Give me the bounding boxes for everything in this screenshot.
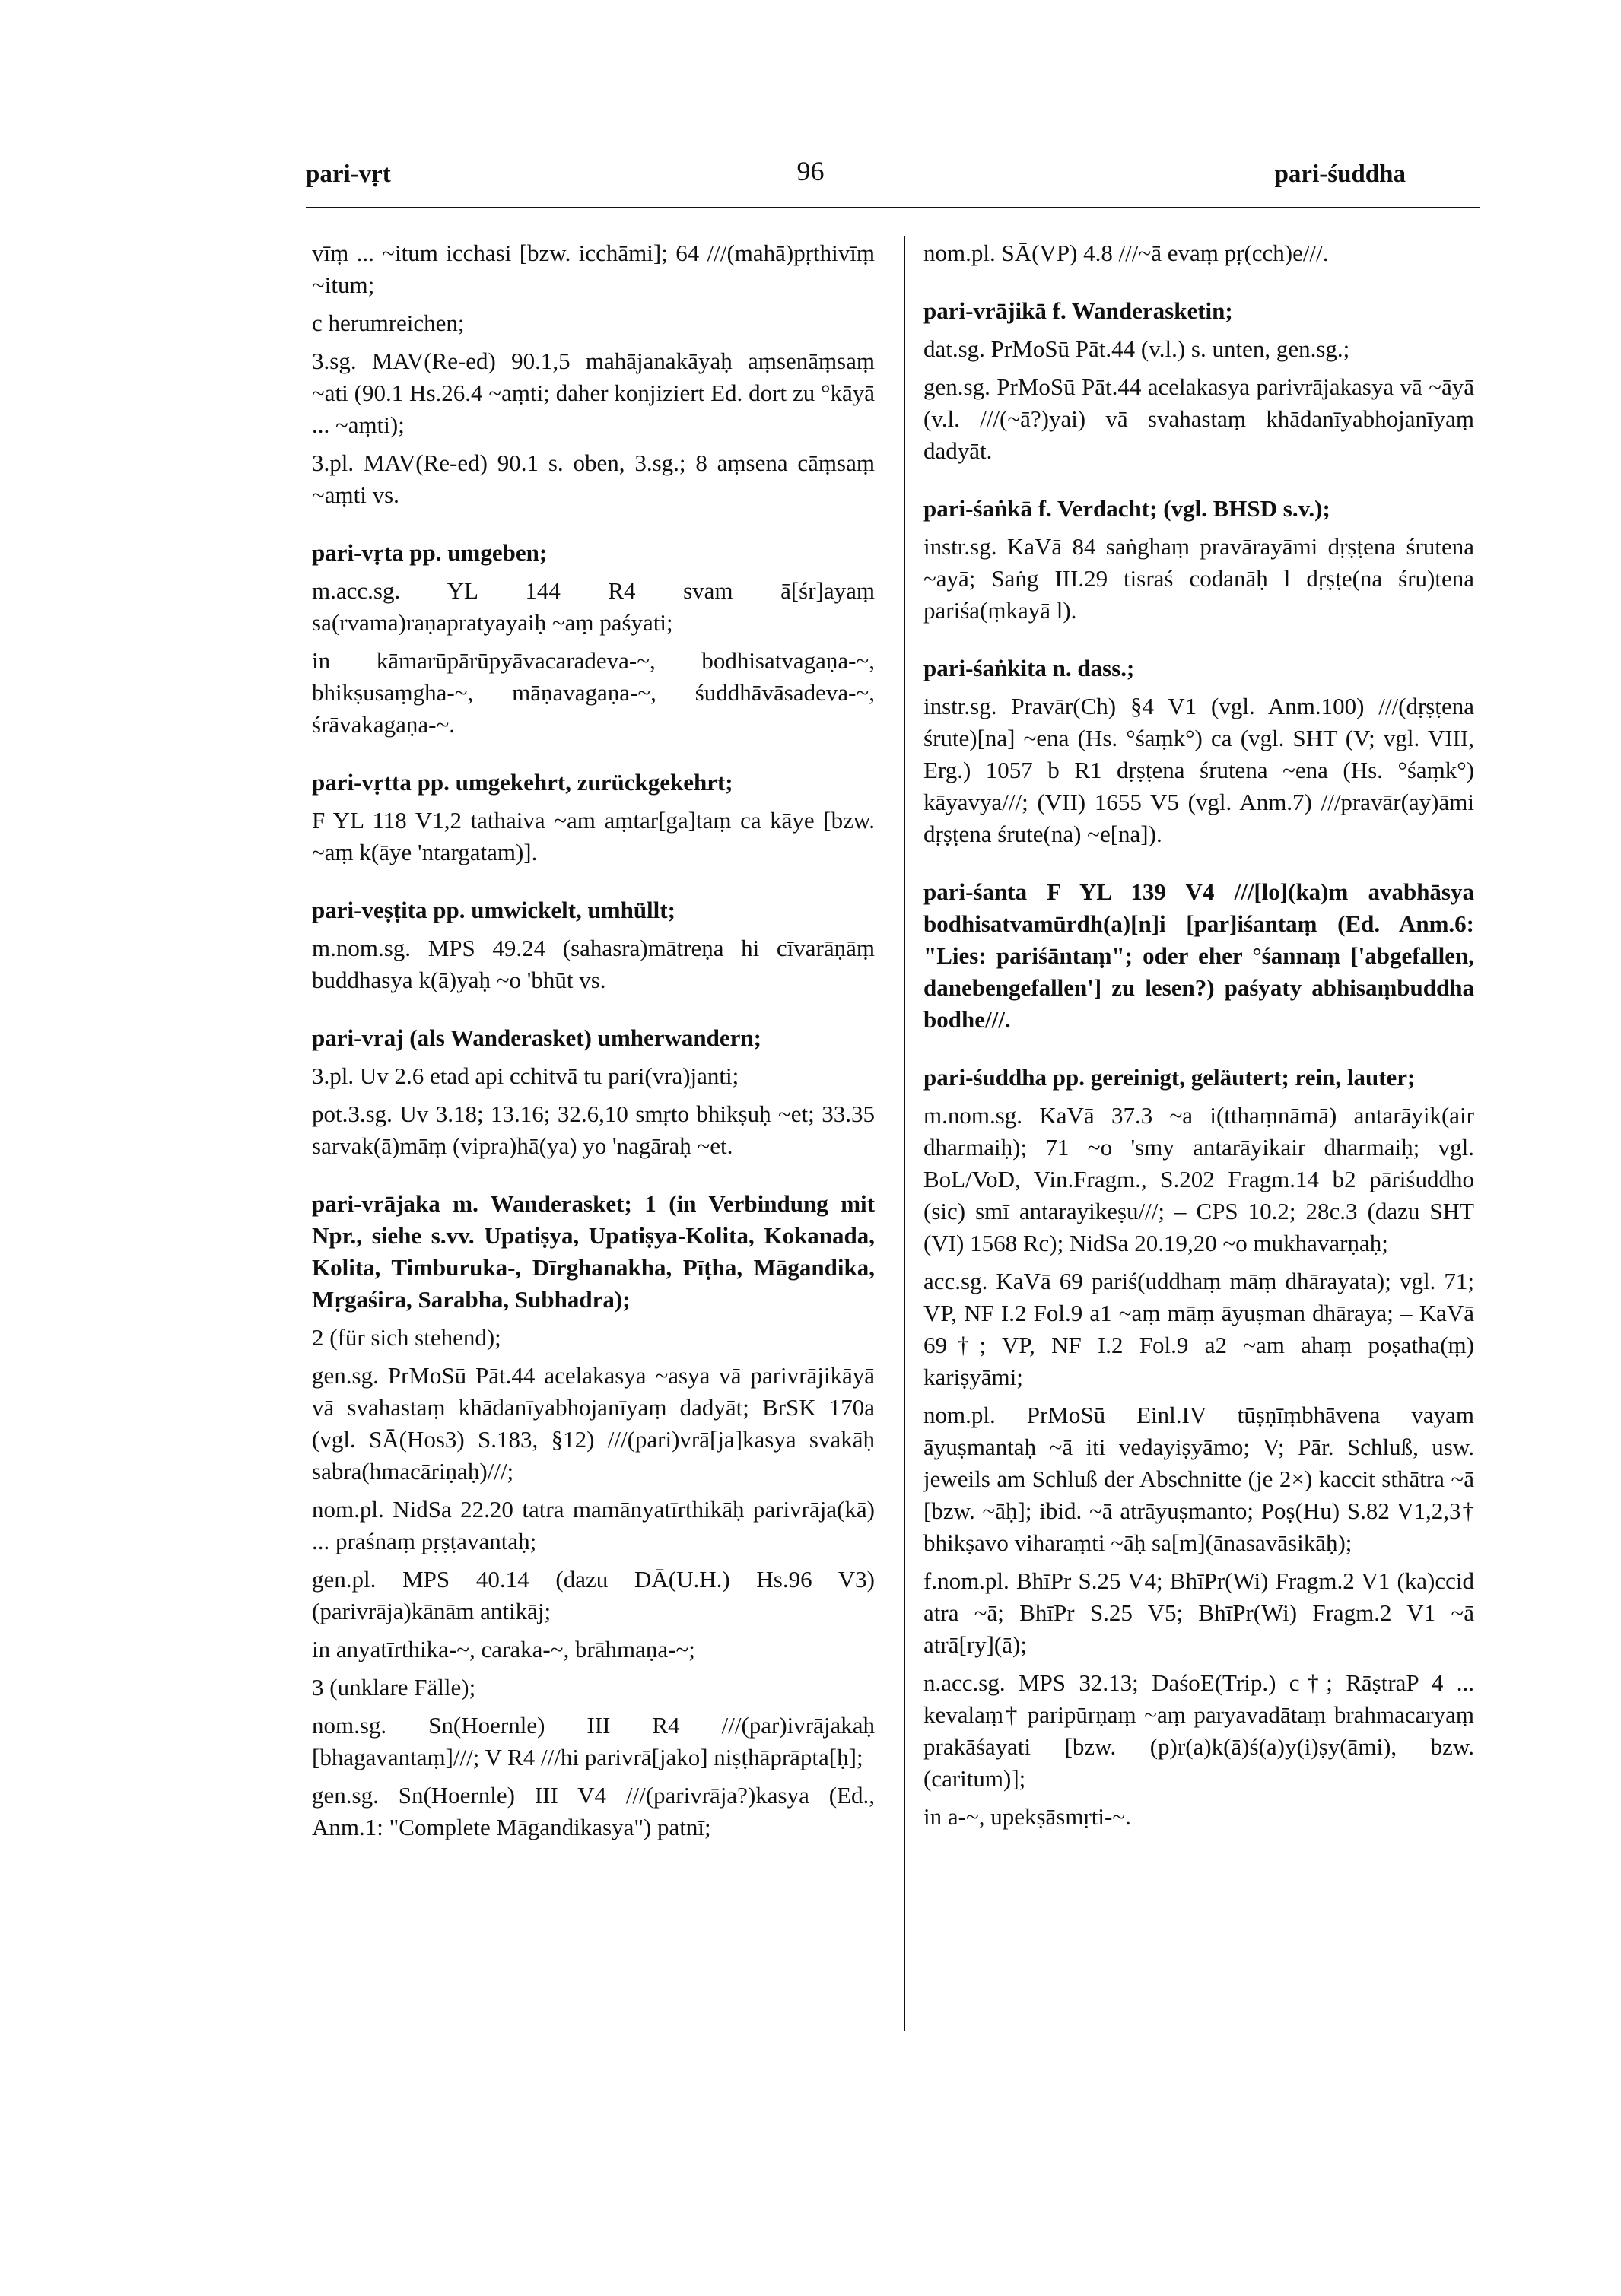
entry-paragraph: nom.pl. SĀ(VP) 4.8 ///~ā evaṃ pṛ(cch)e///.	[923, 240, 1329, 266]
entry-paragraph: instr.sg. Pravār(Ch) §4 V1 (vgl. Anm.100) ///(dṛṣṭena śrute)[na] ~ena (Hs. °śaṃk°) ca (vgl. SHT (V; vgl. VIII, Erg.) 1057 b R1 dṛṣṭena śrutena ~ena (Hs. °śaṃk°) kāyavya///; (VII) 1655 V5 (vgl. Anm.7) ///pravār(ay)āmi dṛṣṭena śrute(na) ~e[na]).	[923, 693, 1474, 847]
entry-paragraph: 3 (unklare Fälle);	[312, 1674, 476, 1701]
entry-headword: pari-śuddha pp. gereinigt, geläutert; rein, lauter;	[923, 1064, 1416, 1091]
entry-paragraph: in kāmarūpārūpyāvacaradeva-~, bodhisatvagaṇa-~, bhikṣusaṃgha-~, māṇavagaṇa-~, śuddhāvāsadeva-~, śrāvakagaṇa-~.	[312, 647, 875, 738]
entry-paragraph: n.acc.sg. MPS 32.13; DaśoE(Trip.) c†; RāṣtraP 4 ... kevalaṃ† paripūrṇaṃ ~aṃ paryavadātaṃ brahmacaryaṃ prakāśayati [bzw. (p)r(a)k(ā)ś(a)y(i)ṣy(āmi), bzw. (caritum)];	[923, 1669, 1474, 1792]
entry-paragraph: pot.3.sg. Uv 3.18; 13.16; 32.6,10 smṛto bhikṣuḥ ~et; 33.35 sarvak(ā)māṃ (vipra)hā(ya) yo 'nagāraḥ ~et.	[312, 1100, 875, 1159]
entry-headword: pari-vrājikā f. Wanderasketin;	[923, 297, 1233, 324]
entry-paragraph: m.nom.sg. MPS 49.24 (sahasra)mātreṇa hi cīvarāṇāṃ buddhasya k(ā)yaḥ ~o 'bhūt vs.	[312, 935, 875, 993]
entry-paragraph: c herumreichen;	[312, 310, 465, 336]
entry-paragraph: gen.sg. PrMoSū Pāt.44 acelakasya ~asya vā parivrājikāyā vā svahastaṃ khādanīyabhojanīyaṃ dadyāt; BrSK 170a (vgl. SĀ(Hos3) S.183, §12) ///(pari)vrā[ja]kasya svakāḥ sabra(hmacāriṇaḥ)///;	[312, 1362, 875, 1485]
entry-paragraph: nom.pl. PrMoSū Einl.IV tūṣṇīṃbhāvena vayam āyuṣmantaḥ ~ā iti vedayiṣyāmo; V; Pār. Schluß, usw. jeweils am Schluß der Abschnitte (je 2×) kaccit sthātra ~ā [bzw. ~āḥ]; ibid. ~ā atrāyuṣmanto; Poṣ(Hu) S.82 V1,2,3† bhikṣavo viharaṃti ~āḥ sa[m](ānasavāsikāḥ);	[923, 1402, 1474, 1556]
header-rule	[306, 207, 1480, 208]
entry-paragraph: acc.sg. KaVā 69 pariś(uddhaṃ māṃ dhārayata); vgl. 71; VP, NF I.2 Fol.9 a1 ~aṃ māṃ āyuṣman dhāraya; – KaVā 69†; VP, NF I.2 Fol.9 a2 ~am ahaṃ poṣatha(ṃ) kariṣyāmi;	[923, 1268, 1474, 1390]
entry-paragraph: nom.pl. NidSa 22.20 tatra mamānyatīrthikāḥ parivrāja(kā) ... praśnaṃ pṛṣṭavantaḥ;	[312, 1496, 875, 1554]
entry-paragraph: gen.sg. Sn(Hoernle) III V4 ///(parivrāja?)kasya (Ed., Anm.1: "Complete Māgandikasya") patnī;	[312, 1782, 875, 1840]
running-head-right: pari-śuddha	[1274, 160, 1406, 188]
entry-paragraph: gen.sg. PrMoSū Pāt.44 acelakasya parivrājakasya vā ~āyā (v.l. ///(~ā?)yai) vā svahastaṃ khādanīyabhojanīyaṃ dadyāt.	[923, 373, 1474, 464]
entry-headword: pari-vṛtta pp. umgekehrt, zurückgekehrt;	[312, 769, 733, 796]
entry-paragraph: gen.pl. MPS 40.14 (dazu DĀ(U.H.) Hs.96 V3) (parivrāja)kānām antikāj;	[312, 1566, 875, 1624]
running-head-left: pari-vṛt	[306, 160, 391, 188]
right-column	[923, 237, 1474, 1839]
entry-paragraph: 3.sg. MAV(Re-ed) 90.1,5 mahājanakāyaḥ aṃsenāṃsaṃ ~ati (90.1 Hs.26.4 ~aṃti; daher konjiziert Ed. dort zu °kāyā ... ~aṃti);	[312, 348, 875, 438]
entry-paragraph: 2 (für sich stehend);	[312, 1324, 501, 1351]
entry-paragraph: f.nom.pl. BhīPr S.25 V4; BhīPr(Wi) Fragm.2 V1 (ka)ccid atra ~ā; BhīPr S.25 V5; BhīPr(Wi) Fragm.2 V1 ~ā atrā[ry](ā);	[923, 1567, 1474, 1658]
left-column	[312, 237, 875, 1850]
entry-headword: pari-veṣṭita pp. umwickelt, umhüllt;	[312, 897, 675, 923]
entry-paragraph: vīṃ ... ~itum icchasi [bzw. icchāmi]; 64 ///(mahā)pṛthivīṃ ~itum;	[312, 240, 875, 298]
entry-headword: pari-śaṅkā f. Verdacht; (vgl. BHSD s.v.);	[923, 495, 1330, 522]
entry-paragraph: m.acc.sg. YL 144 R4 svam ā[śr]ayaṃ sa(rvama)raṇapratyayaiḥ ~aṃ paśyati;	[312, 577, 875, 636]
entry-paragraph: nom.sg. Sn(Hoernle) III R4 ///(par)ivrājakaḥ [bhagavantaṃ]///; V R4 ///hi parivrā[jako] niṣṭhāprāpta[ḥ];	[312, 1712, 875, 1770]
entry-headword: pari-vṛta pp. umgeben;	[312, 539, 548, 566]
entry-paragraph: 3.pl. MAV(Re-ed) 90.1 s. oben, 3.sg.; 8 aṃsena cāṃsaṃ ~aṃti vs.	[312, 449, 875, 508]
entry-headword: pari-vraj (als Wanderasket) umherwandern;	[312, 1024, 761, 1051]
entry-headword: pari-vrājaka m. Wanderasket; 1 (in Verbindung mit Npr., siehe s.vv. Upatiṣya, Upatiṣya-Kolita, Kokanada, Kolita, Timburuka-, Dīrghanakha, Pīṭha, Māgandika, Mṛgaśira, Sarabha, Subhadra);	[312, 1190, 875, 1313]
entry-headword: pari-śaṅkita n. dass.;	[923, 655, 1135, 681]
column-divider	[904, 236, 905, 2031]
entry-paragraph: in anyatīrthika-~, caraka-~, brāhmaṇa-~;	[312, 1636, 695, 1662]
entry-paragraph: 3.pl. Uv 2.6 etad api cchitvā tu pari(vra)janti;	[312, 1062, 739, 1089]
entry-paragraph: F YL 118 V1,2 tathaiva ~am aṃtar[ga]taṃ ca kāye [bzw. ~aṃ k(āye 'ntargatam)].	[312, 807, 875, 865]
entry-headword: pari-śanta F YL 139 V4 ///[lo](ka)m avabhāsya bodhisatvamūrdh(a)[n]i [par]iśantaṃ (Ed. Anm.6: "Lies: pariśāntaṃ"; oder eher °śannaṃ ['abgefallen, danebengefallen'] zu lesen?) paśyaty abhisaṃbuddha bodhe///.	[923, 878, 1474, 1033]
page-number: 96	[796, 156, 825, 186]
entry-paragraph: in a-~, upekṣāsmṛti-~.	[923, 1803, 1131, 1830]
entry-paragraph: dat.sg. PrMoSū Pāt.44 (v.l.) s. unten, gen.sg.;	[923, 335, 1350, 362]
entry-paragraph: instr.sg. KaVā 84 saṅghaṃ pravārayāmi dṛṣṭena śrutena ~ayā; Saṅg III.29 tisraś codanāḥ l dṛṣṭe(na śru)tena pariśa(ṃkayā l).	[923, 533, 1474, 624]
entry-paragraph: m.nom.sg. KaVā 37.3 ~a i(tthaṃnāmā) antarāyik(air dharmaiḥ); 71 ~o 'smy antarāyikair dharmaiḥ; vgl. BoL/VoD, Vin.Fragm., S.202 Fragm.14 b2 pāriśuddho (sic) smī antarayikeṣu///; – CPS 10.2; 28c.3 (dazu SHT (VI) 1568 Rc); NidSa 20.19,20 ~o mukhavarṇaḥ;	[923, 1102, 1474, 1256]
